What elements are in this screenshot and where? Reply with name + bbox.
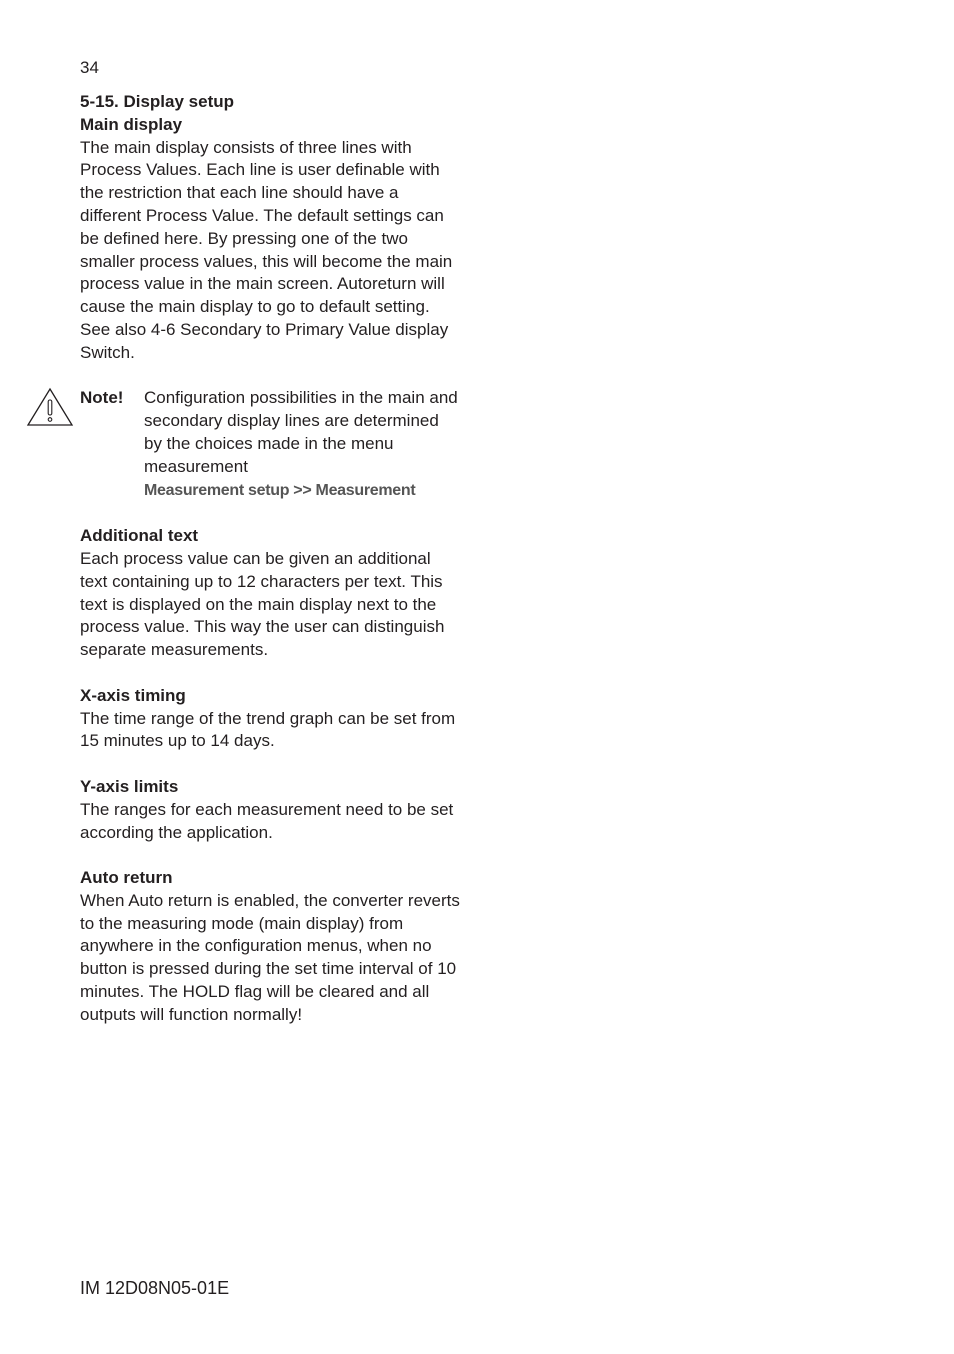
- note-body: [144, 387, 460, 502]
- additional-text-body: Each process value can be given an additional text containing up to 12 characters per text. This text is displayed on the main display next to the process value. This way the user can distinguish separate measurements.: [80, 548, 445, 660]
- auto-return-heading: Auto return: [80, 868, 173, 888]
- document-footer: IM 12D08N05-01E: [80, 1278, 230, 1298]
- section-title: 5-15. Display setup: [80, 92, 235, 111]
- page-number: 34: [80, 58, 99, 77]
- content-column: [80, 91, 460, 1027]
- y-axis-limits-heading: Y-axis limits: [80, 776, 179, 796]
- auto-return-body: When Auto return is enabled, the converter reverts to the measuring mode (main display) from anywhere in the configuration menus, when no button is pressed during the set time interval of 10 minutes. The HOLD flag will be cleared and all outputs will function normally!: [80, 890, 460, 1024]
- main-display-see-also: See also 4-6 Secondary to Primary Value display Switch.: [80, 319, 449, 362]
- note-menu-path: Measurement setup >> Measurement: [144, 481, 416, 499]
- main-display-heading: Main display: [80, 114, 183, 134]
- warning-triangle-icon: [26, 387, 74, 427]
- note-block: [80, 387, 460, 502]
- main-display-text: The main display consists of three lines with Process Values. Each line is user definable with the restriction that each line should have a different Process Value. The default settings can be defined here. By pressing one of the two smaller process values, this will become the main process value in the main screen. Autoreturn will cause the main display to go to default setting.: [80, 137, 453, 317]
- note-text: Configuration possibilities in the main and secondary display lines are determined by the choices made in the menu measurement: [144, 388, 458, 476]
- additional-text-heading: Additional text: [80, 526, 199, 546]
- x-axis-timing-heading: X-axis timing: [80, 685, 186, 705]
- y-axis-limits-body: The ranges for each measurement need to be set according the application.: [80, 799, 454, 842]
- note-label: Note!: [80, 388, 124, 408]
- x-axis-timing-body: The time range of the trend graph can be set from 15 minutes up to 14 days.: [80, 708, 456, 751]
